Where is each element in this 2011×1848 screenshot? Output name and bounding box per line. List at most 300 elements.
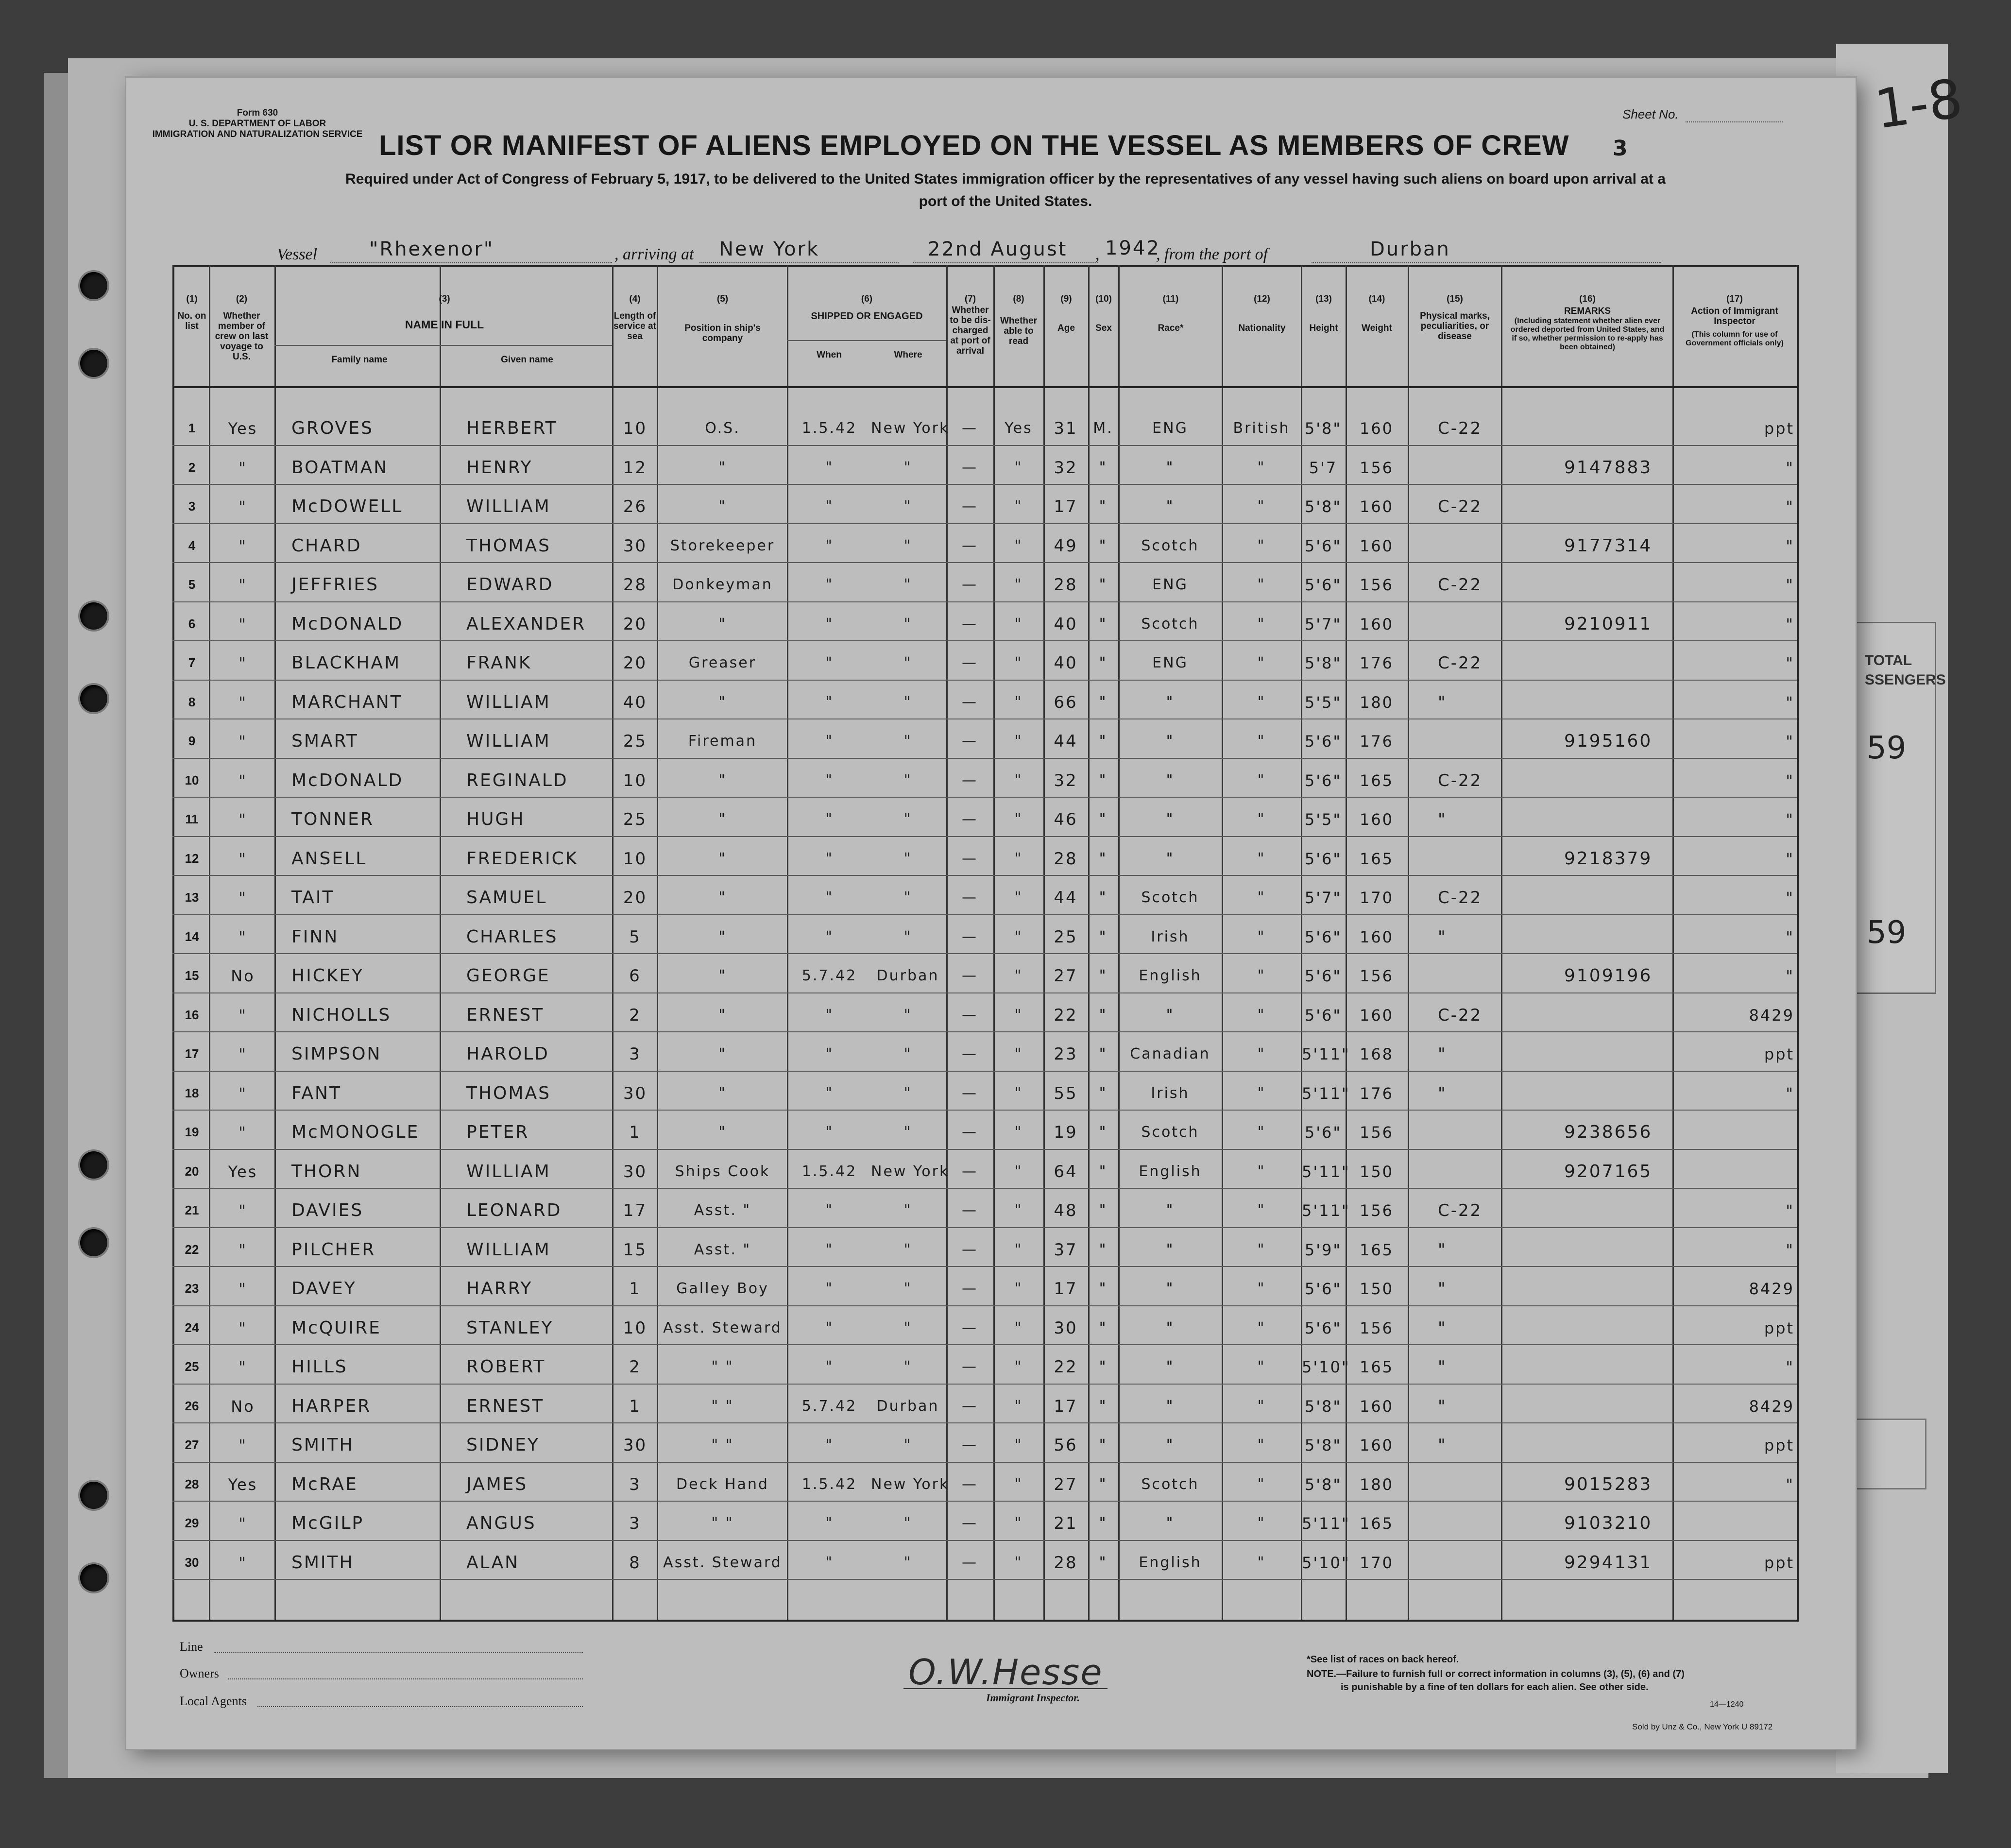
cell-position: Fireman [688, 733, 757, 750]
cell-service-length: 8 [629, 1553, 641, 1573]
cell-shipped-where: " [903, 1045, 912, 1062]
cell-discharged: — [962, 772, 978, 789]
cell-given-name: ERNEST [466, 1396, 545, 1416]
cell-discharged: — [962, 1163, 978, 1180]
cell-prev-voyage: Yes [228, 1163, 258, 1181]
cell-height: 5'6" [1304, 1319, 1342, 1337]
cell-nationality: " [1257, 537, 1266, 554]
cell-able-read: " [1014, 1085, 1023, 1102]
cell-prev-voyage: Yes [228, 1475, 258, 1494]
cell-nationality: " [1257, 1319, 1266, 1336]
cell-remarks: 9103210 [1564, 1513, 1653, 1533]
subtitle-line-2: port of the United States. [919, 193, 1092, 209]
cell-age: 28 [1054, 1553, 1078, 1573]
cell-weight: 180 [1359, 693, 1394, 712]
cell-position: Deck Hand [676, 1476, 769, 1493]
row-rule [172, 523, 1797, 524]
cell-height: 5'6" [1304, 732, 1342, 751]
vessel-name: "Rhexenor" [369, 238, 494, 260]
cell-race: " [1166, 1398, 1175, 1415]
cell-shipped-when: " [825, 1045, 834, 1062]
cell-inspector-action: " [1786, 615, 1794, 633]
cell-prev-voyage: " [239, 1280, 247, 1298]
cell-height: 5'6" [1304, 967, 1342, 985]
cell-race: Scotch [1141, 889, 1199, 906]
col10-num: (10) [1095, 294, 1112, 304]
cell-position: " [718, 1085, 727, 1102]
cell-discharged: — [962, 889, 978, 906]
col9-label: Age [1057, 323, 1075, 333]
cell-position: " [718, 889, 727, 906]
cell-family-name: ANSELL [291, 849, 367, 869]
side-tag [1856, 1419, 1926, 1489]
cell-position: " [718, 967, 727, 984]
inspector-signature: O.W.Hesse [908, 1652, 1103, 1693]
cell-inspector-action: " [1786, 537, 1794, 555]
cell-shipped-where: Durban [876, 967, 939, 984]
cell-given-name: ROBERT [466, 1357, 546, 1377]
cell-service-length: 30 [623, 536, 648, 556]
department: U. S. DEPARTMENT OF LABOR [188, 119, 326, 129]
cell-prev-voyage: " [239, 576, 247, 594]
cell-shipped-when: " [825, 811, 834, 828]
cell-given-name: WILLIAM [466, 692, 551, 712]
cell-position: " [718, 772, 727, 789]
cell-service-length: 10 [623, 419, 648, 438]
cell-prev-voyage: " [239, 537, 247, 555]
cell-shipped-where: " [903, 459, 912, 476]
cell-position: Storekeeper [670, 537, 775, 554]
cell-shipped-when: " [825, 654, 834, 671]
cell-prev-voyage: No [231, 1397, 255, 1416]
cell-age: 40 [1054, 653, 1078, 673]
row-rule [172, 797, 1797, 798]
col17-label: Action of Immigrant Inspector [1691, 306, 1778, 326]
cell-shipped-when: " [825, 576, 834, 593]
cell-discharged: — [962, 1515, 978, 1532]
row-rule [172, 1462, 1797, 1463]
row-rule [172, 875, 1797, 876]
cell-height: 5'5" [1304, 810, 1342, 829]
row-rule [172, 914, 1797, 915]
cell-discharged: — [962, 576, 978, 593]
cell-shipped-when: " [825, 1319, 834, 1336]
cell-race: " [1166, 694, 1175, 711]
cell-shipped-where: " [903, 1085, 912, 1102]
cell-race: " [1166, 1280, 1175, 1297]
sheet-line [1686, 121, 1783, 122]
cell-physical-marks: C-22 [1438, 888, 1483, 907]
row-rule [172, 1266, 1797, 1267]
cell-discharged: — [962, 1476, 978, 1493]
side-slip [1856, 622, 1946, 994]
row-rule [172, 562, 1797, 563]
cell-discharged: — [962, 616, 978, 633]
cell-shipped-where: " [903, 576, 912, 593]
cell-weight: 150 [1359, 1163, 1394, 1181]
cell-shipped-where: " [903, 694, 912, 711]
col4-label: Length of service at sea [614, 311, 656, 342]
cell-prev-voyage: " [239, 1123, 247, 1142]
col13-label: Height [1309, 323, 1338, 333]
cell-sex: " [1099, 616, 1108, 633]
cell-service-length: 30 [623, 1084, 648, 1103]
note-failure: NOTE.—Failure to furnish full or correct information in columns (3), (5), (6) and (7) [1307, 1669, 1685, 1679]
cell-prev-voyage: " [239, 732, 247, 751]
cell-age: 44 [1054, 888, 1078, 907]
cell-given-name: ALEXANDER [466, 614, 586, 634]
col5-label: Position in ship's company [684, 323, 761, 343]
cell-given-name: FREDERICK [466, 849, 579, 869]
binder-hole [80, 1229, 107, 1256]
cell-shipped-where: Durban [876, 1398, 939, 1415]
cell-nationality: " [1257, 694, 1266, 711]
arriving-underline [699, 262, 899, 263]
cell-able-read: " [1014, 654, 1023, 671]
cell-position: Asst. " [694, 1202, 751, 1219]
col14-num: (14) [1368, 294, 1385, 304]
row-rule [172, 992, 1797, 993]
row-number: 4 [188, 538, 196, 553]
cell-height: 5'11" [1302, 1201, 1350, 1220]
col3-given: Given name [501, 355, 553, 365]
cell-position: Donkeyman [672, 576, 773, 593]
col3-family: Family name [331, 355, 388, 365]
cell-service-length: 3 [629, 1475, 641, 1494]
cell-height: 5'11" [1302, 1045, 1350, 1063]
row-number: 5 [188, 577, 196, 592]
cell-discharged: — [962, 850, 978, 867]
header-bottom-rule [172, 386, 1797, 388]
cell-shipped-when: " [825, 1007, 834, 1024]
cell-nationality: " [1257, 1437, 1266, 1454]
cell-shipped-when: " [825, 1437, 834, 1454]
owners-label: Owners [180, 1666, 219, 1680]
col6-label: SHIPPED OR ENGAGED [811, 311, 923, 322]
cell-weight: 160 [1359, 1006, 1394, 1025]
cell-position: " [718, 616, 727, 633]
arrival-date: 22nd August [928, 238, 1068, 260]
cell-weight: 160 [1359, 615, 1394, 633]
cell-inspector-action: 8429 [1749, 1397, 1794, 1416]
cell-given-name: EDWARD [466, 575, 554, 595]
cell-remarks: 9218379 [1564, 849, 1653, 869]
cell-inspector-action: ppt [1764, 1319, 1794, 1337]
side-slip-label-passengers: SSENGERS [1865, 672, 1946, 688]
side-slip-value-2: 59 [1867, 915, 1907, 951]
cell-sex: " [1099, 1319, 1108, 1336]
cell-able-read: " [1014, 1202, 1023, 1219]
cell-able-read: " [1014, 694, 1023, 711]
cell-service-length: 6 [629, 966, 641, 986]
cell-family-name: HARPER [291, 1396, 372, 1416]
cell-given-name: LEONARD [466, 1200, 562, 1220]
cell-shipped-where: New York [871, 1163, 950, 1180]
cell-weight: 170 [1359, 889, 1394, 907]
cell-weight: 156 [1359, 1123, 1394, 1142]
cell-prev-voyage: " [239, 810, 247, 829]
cell-age: 66 [1054, 693, 1078, 712]
cell-sex: " [1099, 1124, 1108, 1141]
cell-service-length: 15 [623, 1240, 648, 1260]
cell-age: 25 [1054, 927, 1078, 947]
col7-label: Whether to be dis-charged at port of arrival [950, 305, 991, 356]
cell-weight: 156 [1359, 459, 1394, 477]
cell-able-read: " [1014, 459, 1023, 476]
cell-able-read: " [1014, 1476, 1023, 1493]
cell-weight: 160 [1359, 810, 1394, 829]
cell-shipped-where: " [903, 1437, 912, 1454]
cell-height: 5'8" [1304, 1475, 1342, 1494]
cell-nationality: " [1257, 1124, 1266, 1141]
cell-discharged: — [962, 1358, 978, 1375]
cell-service-length: 40 [623, 693, 648, 712]
cell-prev-voyage: " [239, 459, 247, 477]
cell-height: 5'8" [1304, 419, 1342, 438]
cell-family-name: DAVIES [291, 1200, 364, 1220]
cell-given-name: STANLEY [466, 1318, 554, 1338]
cell-position: " [718, 928, 727, 945]
cell-remarks: 9238656 [1564, 1122, 1653, 1142]
row-number: 23 [185, 1281, 199, 1296]
cell-height: 5'6" [1304, 1280, 1342, 1298]
col1-num: (1) [186, 294, 198, 304]
cell-position: Greaser [688, 654, 757, 671]
cell-sex: " [1099, 1085, 1108, 1102]
cell-shipped-where: " [903, 850, 912, 867]
cell-sex: " [1099, 654, 1108, 671]
cell-shipped-where: " [903, 654, 912, 671]
cell-age: 27 [1054, 966, 1078, 986]
cell-position: O.S. [705, 420, 740, 437]
cell-physical-marks: " [1438, 1240, 1447, 1260]
cell-physical-marks: C-22 [1438, 1006, 1483, 1025]
cell-age: 31 [1054, 419, 1078, 438]
cell-position: Ships Cook [675, 1163, 770, 1180]
cell-shipped-when: " [825, 498, 834, 515]
cell-sex: " [1099, 498, 1108, 515]
cell-able-read: " [1014, 1358, 1023, 1375]
cell-sex: " [1099, 772, 1108, 789]
cell-remarks: 9177314 [1564, 536, 1653, 556]
cell-shipped-where: " [903, 772, 912, 789]
cell-given-name: ALAN [466, 1553, 520, 1573]
sheet-label: Sheet No. [1622, 107, 1679, 121]
cell-family-name: BLACKHAM [291, 653, 401, 673]
cell-inspector-action: " [1786, 576, 1794, 594]
cell-age: 23 [1054, 1044, 1078, 1064]
cell-service-length: 20 [623, 615, 648, 634]
cell-inspector-action: ppt [1764, 1436, 1794, 1454]
cell-given-name: HERBERT [466, 418, 558, 438]
cell-discharged: — [962, 1554, 978, 1571]
cell-service-length: 25 [623, 732, 648, 751]
cell-given-name: WILLIAM [466, 1162, 551, 1181]
cell-height: 5'8" [1304, 1436, 1342, 1454]
arriving-label: , arriving at [614, 245, 694, 263]
cell-inspector-action: ppt [1764, 419, 1794, 438]
cell-inspector-action: " [1786, 889, 1794, 907]
cell-discharged: — [962, 537, 978, 554]
cell-inspector-action: " [1786, 1241, 1794, 1259]
cell-prev-voyage: " [239, 1319, 247, 1337]
row-rule [172, 1071, 1797, 1072]
cell-able-read: " [1014, 1045, 1023, 1062]
cell-prev-voyage: " [239, 1201, 247, 1220]
cell-family-name: NICHOLLS [291, 1005, 392, 1025]
cell-service-length: 2 [629, 1357, 641, 1377]
cell-shipped-where: " [903, 733, 912, 750]
cell-weight: 160 [1359, 1397, 1394, 1416]
cell-nationality: " [1257, 1280, 1266, 1297]
cell-given-name: REGINALD [466, 770, 568, 790]
cell-remarks: 9294131 [1564, 1553, 1653, 1573]
form-number: Form 630 [237, 108, 278, 118]
cell-race: " [1166, 1241, 1175, 1258]
cell-inspector-action: 8429 [1749, 1280, 1794, 1298]
binder-hole [80, 350, 107, 377]
date-underline [913, 262, 1098, 263]
cell-shipped-when: " [825, 850, 834, 867]
column-divider [787, 265, 788, 1620]
cell-age: 49 [1054, 536, 1078, 556]
cell-height: 5'11" [1302, 1163, 1350, 1181]
cell-shipped-when: 1.5.42 [801, 420, 857, 437]
cell-inspector-action: " [1786, 693, 1794, 712]
cell-weight: 165 [1359, 1514, 1394, 1533]
binder-hole [80, 602, 107, 630]
col6-num: (6) [861, 294, 873, 304]
cell-height: 5'7" [1304, 889, 1342, 907]
cell-weight: 180 [1359, 1475, 1394, 1494]
cell-inspector-action: " [1786, 732, 1794, 751]
cell-shipped-where: " [903, 1554, 912, 1571]
cell-inspector-action: " [1786, 497, 1794, 516]
cell-discharged: — [962, 1398, 978, 1415]
row-number: 17 [185, 1046, 199, 1061]
cell-position: " " [711, 1515, 734, 1532]
cell-discharged: — [962, 420, 978, 437]
cell-physical-marks: " [1438, 1357, 1447, 1377]
cell-sex: " [1099, 811, 1108, 828]
cell-discharged: — [962, 967, 978, 984]
cell-physical-marks: " [1438, 1044, 1447, 1064]
cell-given-name: THOMAS [466, 1083, 551, 1103]
cell-physical-marks: " [1438, 1318, 1447, 1338]
cell-shipped-when: " [825, 1515, 834, 1532]
cell-shipped-where: " [903, 1280, 912, 1297]
row-number: 25 [185, 1359, 199, 1374]
cell-family-name: McDOWELL [291, 496, 403, 516]
cell-family-name: SMITH [291, 1435, 354, 1455]
cell-weight: 156 [1359, 1201, 1394, 1220]
cell-age: 22 [1054, 1357, 1078, 1377]
cell-position: " [718, 498, 727, 515]
cell-family-name: McDONALD [291, 614, 404, 634]
cell-given-name: HAROLD [466, 1044, 549, 1064]
cell-inspector-action: " [1786, 459, 1794, 477]
cell-shipped-where: " [903, 928, 912, 945]
cell-weight: 165 [1359, 1358, 1394, 1376]
cell-discharged: — [962, 1437, 978, 1454]
cell-discharged: — [962, 1045, 978, 1062]
cell-prev-voyage: " [239, 497, 247, 516]
cell-shipped-when: " [825, 733, 834, 750]
row-number: 19 [185, 1125, 199, 1139]
cell-nationality: " [1257, 1554, 1266, 1571]
cell-sex: " [1099, 1241, 1108, 1258]
cell-age: 22 [1054, 1006, 1078, 1025]
row-number: 16 [185, 1008, 199, 1022]
cell-position: " " [711, 1398, 734, 1415]
cell-age: 30 [1054, 1318, 1078, 1338]
cell-discharged: — [962, 1280, 978, 1297]
cell-discharged: — [962, 1124, 978, 1141]
cell-service-length: 5 [629, 927, 641, 947]
column-divider [274, 265, 276, 1620]
printer-credit: Sold by Unz & Co., New York U 89172 [1632, 1722, 1773, 1731]
cell-height: 5'6" [1304, 1123, 1342, 1142]
cell-service-length: 26 [623, 497, 648, 516]
cell-family-name: FANT [291, 1083, 341, 1103]
row-number: 1 [188, 421, 196, 435]
cell-nationality: " [1257, 1007, 1266, 1024]
col2-num: (2) [236, 294, 248, 304]
side-slip-value-1: 59 [1867, 730, 1907, 766]
row-rule [172, 953, 1797, 954]
cell-able-read: " [1014, 1515, 1023, 1532]
cell-able-read: " [1014, 616, 1023, 633]
cell-inspector-action: " [1786, 1358, 1794, 1376]
cell-able-read: Yes [1005, 420, 1033, 437]
cell-nationality: " [1257, 772, 1266, 789]
cell-age: 17 [1054, 1397, 1078, 1416]
row-number: 13 [185, 890, 199, 905]
row-rule [172, 758, 1797, 759]
cell-physical-marks: " [1438, 927, 1447, 947]
cell-service-length: 2 [629, 1006, 641, 1025]
cell-family-name: McDONALD [291, 770, 404, 790]
cell-remarks: 9207165 [1564, 1162, 1653, 1181]
cell-weight: 160 [1359, 537, 1394, 555]
cell-shipped-when: 1.5.42 [801, 1476, 857, 1493]
cell-sex: " [1099, 733, 1108, 750]
cell-nationality: " [1257, 1202, 1266, 1219]
cell-race: ENG [1152, 576, 1188, 593]
owners-field [228, 1678, 583, 1679]
cell-age: 17 [1054, 1279, 1078, 1299]
cell-family-name: CHARD [291, 536, 362, 556]
document-title: LIST OR MANIFEST OF ALIENS EMPLOYED ON THE VESSEL AS MEMBERS OF CREW [379, 130, 1569, 161]
cell-family-name: McGILP [291, 1513, 364, 1533]
cell-age: 56 [1054, 1436, 1078, 1455]
cell-sex: " [1099, 1358, 1108, 1375]
cell-race: Scotch [1141, 1124, 1199, 1141]
cell-inspector-action: " [1786, 1201, 1794, 1220]
cell-nationality: " [1257, 889, 1266, 906]
row-rule [172, 601, 1797, 602]
cell-age: 28 [1054, 575, 1078, 595]
col17-num: (17) [1726, 294, 1743, 304]
cell-race: Irish [1151, 928, 1190, 945]
cell-discharged: — [962, 1085, 978, 1102]
row-rule [172, 1501, 1797, 1502]
cell-given-name: ERNEST [466, 1005, 545, 1025]
cell-prev-voyage: " [239, 1436, 247, 1454]
row-number: 8 [188, 695, 196, 709]
cell-discharged: — [962, 1007, 978, 1024]
cell-family-name: SIMPSON [291, 1044, 382, 1064]
